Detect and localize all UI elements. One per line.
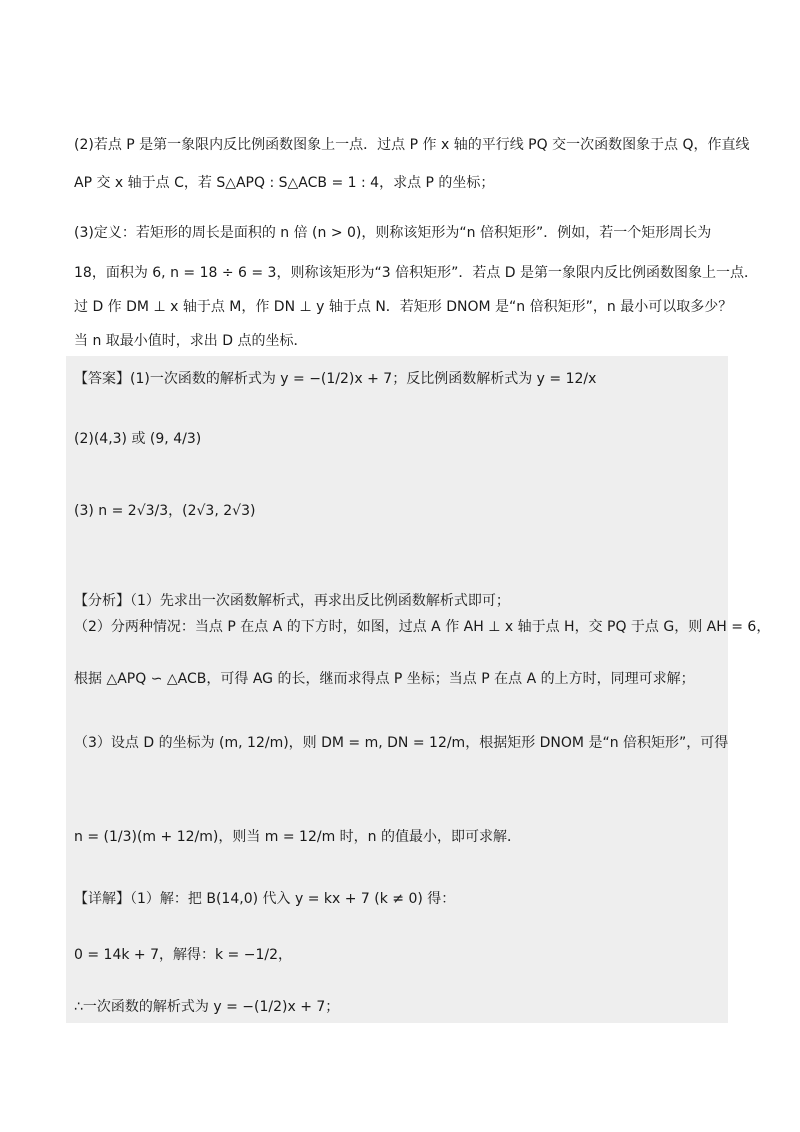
question-2-line-2: AP 交 x 轴于点 C，若 S△APQ : S△ACB = 1 : 4，求点 P 的坐标； — [74, 175, 495, 191]
solution-line-2: 0 = 14k + 7，解得：k = −1/2， — [74, 947, 292, 963]
question-2-line-1: (2)若点 P 是第一象限内反比例函数图象上一点．过点 P 作 x 轴的平行线 PQ 交一次函数图象于点 Q，作直线 — [74, 137, 750, 153]
analysis-line-2: （2）分两种情况：当点 P 在点 A 的下方时，如图，过点 A 作 AH ⊥ x 轴于点 H，交 PQ 于点 G，则 AH = 6， — [74, 619, 771, 635]
solution-line-1: 【详解】（1）解：把 B(14,0) 代入 y = kx + 7 (k ≠ 0) 得： — [74, 891, 456, 907]
question-3-line-2: 18，面积为 6, n = 18 ÷ 6 = 3，则称该矩形为“3 倍积矩形”．若点 D 是第一象限内反比例函数图象上一点． — [74, 265, 759, 281]
question-3-line-1: (3)定义：若矩形的周长是面积的 n 倍 (n > 0)，则称该矩形为“n 倍积矩形”．例如，若一个矩形周长为 — [74, 225, 712, 241]
question-3-line-4: 当 n 取最小值时，求出 D 点的坐标． — [74, 333, 308, 349]
analysis-line-3: 根据 △APQ ∽ △ACB，可得 AG 的长，继而求得点 P 坐标；当点 P 在点 A 的上方时，同理可求解； — [74, 671, 695, 687]
analysis-line-5: n = (1/3)(m + 12/m)，则当 m = 12/m 时，n 的值最小，即可求解． — [74, 829, 521, 845]
solution-line-3: ∴一次函数的解析式为 y = −(1/2)x + 7； — [74, 999, 340, 1015]
answer-line-2: (2)(4,3) 或 (9, 4/3) — [74, 431, 202, 447]
answer-line-3: (3) n = 2√3/3，(2√3, 2√3) — [74, 503, 256, 519]
analysis-line-4: （3）设点 D 的坐标为 (m, 12/m)，则 DM = m, DN = 12/m，根据矩形 DNOM 是“n 倍积矩形”，可得 — [74, 735, 729, 751]
question-3-line-3: 过 D 作 DM ⊥ x 轴于点 M，作 DN ⊥ y 轴于点 N．若矩形 DNOM 是“n 倍积矩形”，n 最小可以取多少？ — [74, 299, 733, 315]
analysis-line-1: 【分析】（1）先求出一次函数解析式，再求出反比例函数解析式即可； — [74, 593, 510, 609]
answer-line-1: 【答案】(1)一次函数的解析式为 y = −(1/2)x + 7；反比例函数解析式为 y = 12/x — [74, 371, 597, 387]
